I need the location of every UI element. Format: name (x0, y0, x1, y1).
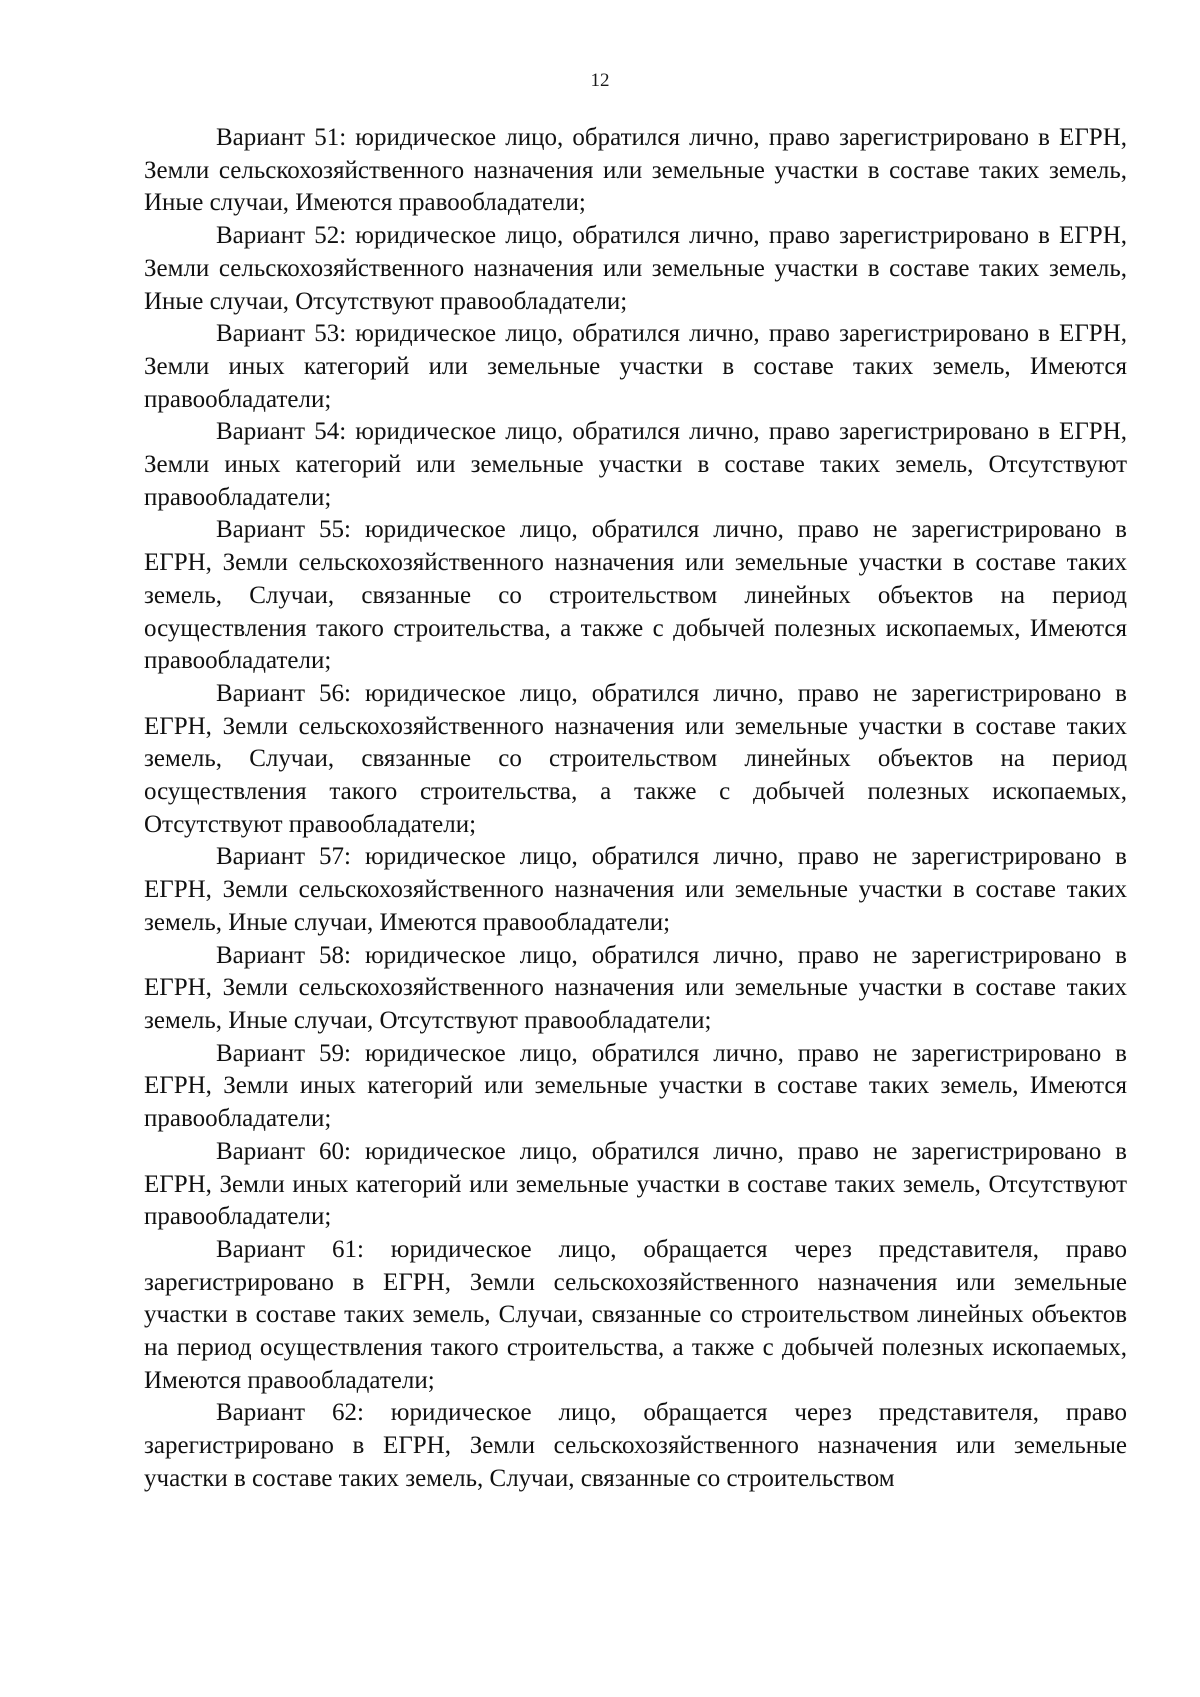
paragraph-variant-61: Вариант 61: юридическое лицо, обращается через представителя, право зарегистрировано в ЕГРН, Земли сельскохозяйственного назначения или земельные участки в составе таких земель, Случаи, связанные со строительством линейных объектов на период осуществления такого строительства, а также с добычей полезных ископаемых, Имеются правообладатели; (144, 1235, 1127, 1394)
paragraph-variant-58: Вариант 58: юридическое лицо, обратился лично, право не зарегистрировано в ЕГРН, Земли сельскохозяйственного назначения или земельные участки в составе таких земель, Иные случаи, Отсутствуют правообладатели; (144, 941, 1127, 1034)
paragraph-variant-56: Вариант 56: юридическое лицо, обратился лично, право не зарегистрировано в ЕГРН, Земли сельскохозяйственного назначения или земельные участки в составе таких земель, Случаи, связанные со строительством линейных объектов на период осуществления такого строительства, а также с добычей полезных ископаемых, Отсутствуют правообладатели; (144, 679, 1127, 838)
paragraph-variant-59: Вариант 59: юридическое лицо, обратился лично, право не зарегистрировано в ЕГРН, Земли иных категорий или земельные участки в составе таких земель, Имеются правообладатели; (144, 1039, 1127, 1133)
page-number: 12 (590, 70, 610, 91)
paragraph-variant-55: Вариант 55: юридическое лицо, обратился лично, право не зарегистрировано в ЕГРН, Земли сельскохозяйственного назначения или земельные участки в составе таких земель, Случаи, связанные со строительством линейных объектов на период осуществления такого строительства, а также с добычей полезных ископаемых, Имеются правообладатели; (144, 516, 1127, 675)
document-body (144, 122, 1127, 1496)
paragraph-variant-53: Вариант 53: юридическое лицо, обратился лично, право зарегистрировано в ЕГРН, Земли иных категорий или земельные участки в составе таких земель, Имеются правообладатели; (144, 320, 1127, 413)
paragraph-variant-57: Вариант 57: юридическое лицо, обратился лично, право не зарегистрировано в ЕГРН, Земли сельскохозяйственного назначения или земельные участки в составе таких земель, Иные случаи, Имеются правообладатели; (144, 843, 1127, 936)
paragraph-variant-51: Вариант 51: юридическое лицо, обратился лично, право зарегистрировано в ЕГРН, Земли сельскохозяйственного назначения или земельные участки в составе таких земель, Иные случаи, Имеются правообладатели; (144, 124, 1127, 217)
paragraph-variant-62: Вариант 62: юридическое лицо, обращается через представителя, право зарегистрировано в ЕГРН, Земли сельскохозяйственного назначения или земельные участки в составе таких земель, Случаи, связанные со строительством (144, 1399, 1127, 1492)
paragraph-variant-60: Вариант 60: юридическое лицо, обратился лично, право не зарегистрировано в ЕГРН, Земли иных категорий или земельные участки в составе таких земель, Отсутствуют правообладатели; (144, 1137, 1127, 1231)
paragraph-variant-52: Вариант 52: юридическое лицо, обратился лично, право зарегистрировано в ЕГРН, Земли сельскохозяйственного назначения или земельные участки в составе таких земель, Иные случаи, Отсутствуют правообладатели; (144, 222, 1127, 315)
paragraph-variant-54: Вариант 54: юридическое лицо, обратился лично, право зарегистрировано в ЕГРН, Земли иных категорий или земельные участки в составе таких земель, Отсутствуют правообладатели; (144, 418, 1127, 511)
